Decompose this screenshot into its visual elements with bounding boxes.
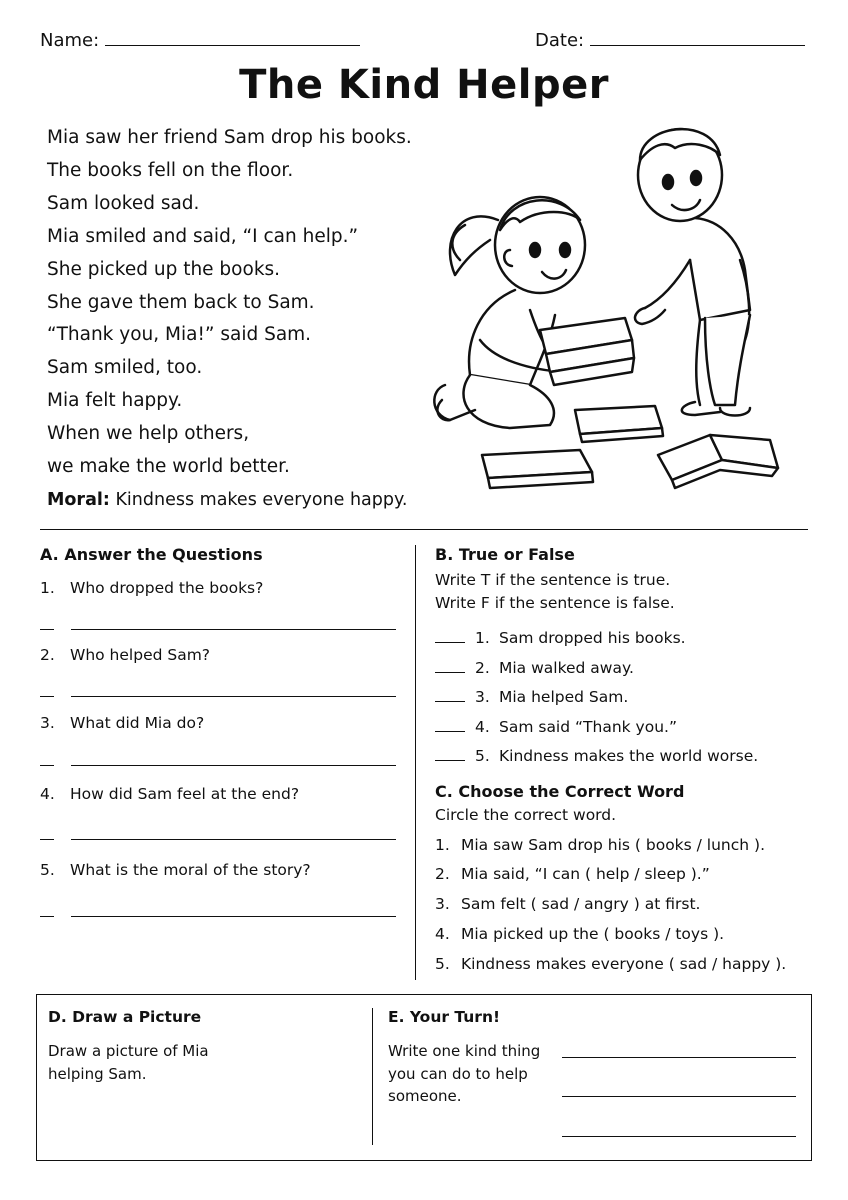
moral-label: Moral: — [47, 490, 110, 510]
cw-text: Sam felt ( sad / angry ) at first. — [461, 895, 701, 913]
story-line: Sam looked sad. — [47, 192, 200, 214]
tf-number: 4. — [475, 718, 490, 736]
name-label: Name: — [40, 30, 100, 51]
drawing-area[interactable] — [40, 1008, 370, 1158]
question-5 — [40, 861, 311, 879]
question-3 — [40, 714, 204, 732]
section-d-heading: D. Draw a Picture — [48, 1008, 202, 1026]
held-books — [540, 318, 634, 385]
question-text: How did Sam feel at the end? — [70, 785, 300, 803]
tf-text: Kindness makes the world worse. — [499, 747, 759, 765]
section-a-heading: A. Answer the Questions — [40, 545, 263, 564]
bottom-column-divider — [372, 1008, 373, 1145]
draw-instruction-line: helping Sam. — [48, 1064, 147, 1083]
story-line: Mia saw her friend Sam drop his books. — [47, 127, 412, 148]
tf-item-4 — [435, 718, 677, 736]
question-2 — [40, 646, 210, 664]
your-turn-line: Write one kind thing — [388, 1042, 541, 1060]
date-label: Date: — [535, 30, 585, 51]
tf-number: 5. — [475, 747, 490, 765]
moral-line — [47, 490, 407, 510]
tf-answer-blank[interactable] — [435, 760, 465, 761]
cw-text: Mia said, “I can ( help / sleep ).” — [461, 865, 710, 883]
cw-item-5[interactable] — [435, 955, 786, 973]
question-4 — [40, 785, 299, 803]
cw-number: 2. — [435, 865, 450, 883]
story-line: “Thank you, Mia!” said Sam. — [47, 324, 312, 346]
tf-item-3 — [435, 688, 628, 706]
story-line: She gave them back to Sam. — [47, 291, 315, 313]
tf-number: 1. — [475, 629, 490, 647]
tf-text: Sam dropped his books. — [499, 629, 686, 647]
tf-instruction-1: Write T if the sentence is true. — [435, 571, 671, 589]
section-divider — [40, 529, 808, 530]
your-turn-line: someone. — [388, 1087, 462, 1105]
boy-figure — [635, 129, 750, 416]
kids-helping-illustration — [420, 110, 810, 510]
question-text: What is the moral of the story? — [70, 861, 311, 879]
question-text: Who dropped the books? — [70, 579, 264, 597]
tf-item-2 — [435, 659, 634, 677]
cw-number: 4. — [435, 925, 450, 943]
question-number: 2. — [40, 646, 55, 664]
cw-item-3[interactable] — [435, 895, 700, 913]
date-blank-line[interactable] — [590, 45, 805, 46]
question-number: 4. — [40, 785, 55, 803]
story-line: She picked up the books. — [47, 258, 281, 280]
cw-text: Mia picked up the ( books / toys ). — [461, 925, 725, 943]
story-text — [47, 122, 412, 484]
tf-item-5 — [435, 747, 758, 765]
section-b-heading: B. True or False — [435, 545, 575, 564]
name-field[interactable] — [40, 30, 360, 51]
cw-number: 5. — [435, 955, 450, 973]
girl-figure — [434, 197, 585, 428]
answer-line-2[interactable] — [40, 696, 396, 698]
cw-item-2[interactable] — [435, 865, 710, 883]
story-line: The books fell on the floor. — [47, 159, 294, 181]
writing-line-1[interactable] — [562, 1057, 796, 1058]
tf-answer-blank[interactable] — [435, 642, 465, 643]
cw-instruction: Circle the correct word. — [435, 806, 617, 824]
draw-instruction-line: Draw a picture of Mia — [48, 1042, 209, 1060]
tf-text: Sam said “Thank you.” — [499, 718, 677, 736]
name-blank-line[interactable] — [105, 45, 360, 46]
tf-number: 2. — [475, 659, 490, 677]
answer-line-4[interactable] — [40, 839, 396, 841]
tf-item-1 — [435, 629, 686, 647]
story-line: Mia felt happy. — [47, 390, 183, 412]
story-line: we make the world better. — [47, 456, 290, 478]
page-title: The Kind Helper — [239, 62, 609, 108]
section-e-heading: E. Your Turn! — [388, 1008, 501, 1026]
cw-number: 3. — [435, 895, 450, 913]
cw-number: 1. — [435, 836, 450, 854]
tf-text: Mia helped Sam. — [499, 688, 629, 706]
question-number: 5. — [40, 861, 55, 879]
your-turn-instructions — [388, 1040, 540, 1108]
section-c-heading: C. Choose the Correct Word — [435, 782, 685, 801]
moral-text: Kindness makes everyone happy. — [115, 490, 408, 510]
tf-text: Mia walked away. — [499, 659, 634, 677]
cw-item-1[interactable] — [435, 836, 765, 854]
question-text: What did Mia do? — [70, 714, 205, 732]
cw-text: Kindness makes everyone ( sad / happy ). — [461, 955, 787, 973]
cw-text: Mia saw Sam drop his ( books / lunch ). — [461, 836, 766, 854]
cw-item-4[interactable] — [435, 925, 724, 943]
writing-line-3[interactable] — [562, 1136, 796, 1137]
tf-answer-blank[interactable] — [435, 672, 465, 673]
answer-line-5[interactable] — [40, 916, 396, 918]
tf-answer-blank[interactable] — [435, 731, 465, 732]
question-number: 1. — [40, 579, 55, 597]
story-line: When we help others, — [47, 423, 250, 445]
your-turn-line: you can do to help — [388, 1064, 528, 1083]
tf-instruction-2: Write F if the sentence is false. — [435, 594, 675, 612]
question-number: 3. — [40, 714, 55, 732]
story-line: Mia smiled and said, “I can help.” — [47, 225, 359, 247]
column-divider — [415, 545, 416, 980]
writing-line-2[interactable] — [562, 1096, 796, 1097]
question-1 — [40, 579, 263, 597]
tf-answer-blank[interactable] — [435, 701, 465, 702]
date-field[interactable] — [535, 30, 805, 51]
story-line: Sam smiled, too. — [47, 357, 203, 379]
answer-line-1[interactable] — [40, 629, 396, 631]
question-text: Who helped Sam? — [70, 646, 211, 664]
tf-number: 3. — [475, 688, 490, 706]
answer-line-3[interactable] — [40, 765, 396, 767]
